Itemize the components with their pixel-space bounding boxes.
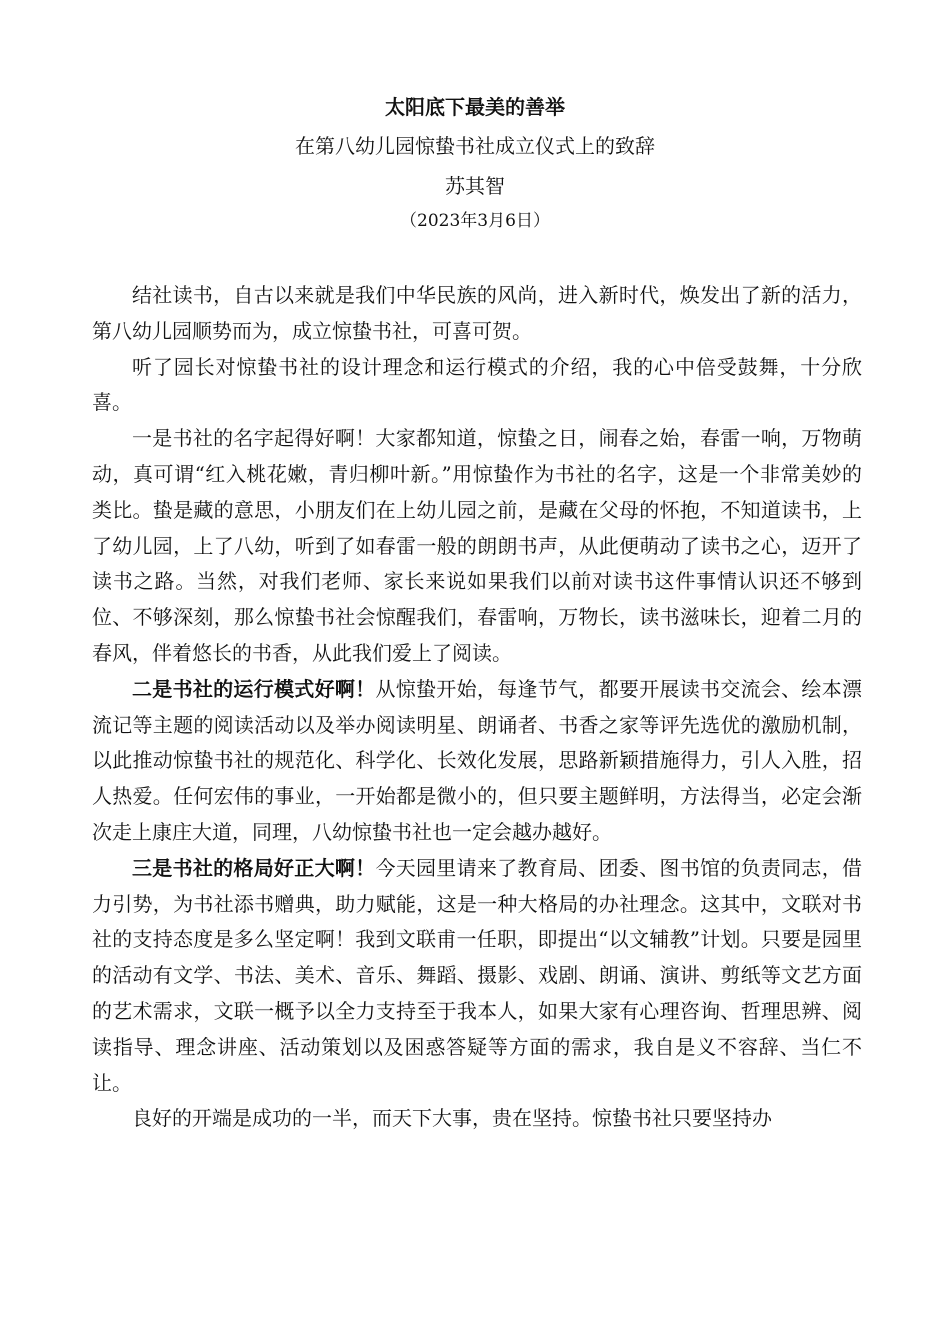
paragraph-text: 结社读书，自古以来就是我们中华民族的风尚，进入新时代，焕发出了新的活力，第八幼儿园顺势而为，成立惊蛰书社，可喜可贺。 bbox=[92, 283, 862, 343]
paragraph-text: 从惊蛰开始，每逢节气，都要开展读书交流会、绘本漂流记等主题的阅读活动以及举办阅读明星、朗诵者、书香之家等评先选优的激励机制，以此推动惊蛰书社的规范化、科学化、长效化发展，思路新颖措施得力，引人入胜，招人热爱。任何宏伟的事业，一开始都是微小的，但只要主题鲜明，方法得当，必定会渐次走上康庄大道，同理，八幼惊蛰书社也一定会越办越好。 bbox=[92, 676, 863, 844]
document-subtitle: 在第八幼儿园惊蛰书社成立仪式上的致辞 bbox=[295, 134, 655, 158]
paragraph bbox=[92, 672, 862, 851]
paragraph bbox=[92, 421, 862, 672]
paragraph-lead: 三是书社的格局好正大啊！ bbox=[132, 855, 376, 880]
speech-date: （2023年3月6日） bbox=[400, 211, 550, 231]
paragraph-text: 听了园长对惊蛰书社的设计理念和运行模式的介绍，我的心中倍受鼓舞，十分欣喜。 bbox=[92, 354, 862, 415]
paragraph bbox=[92, 1101, 862, 1137]
paragraph-text: 一是书社的名字起得好啊！大家都知道，惊蛰之日，闹春之始，春雷一响，万物萌动，真可谓“红入桃花嫩，青归柳叶新。”用惊蛰作为书社的名字，这是一个非常美妙的类比。蛰是藏的意思，小朋友们在上幼儿园之前，是藏在父母的怀抱，不知道读书，上了幼儿园，上了八幼，听到了如春雷一般的朗朗书声，从此便萌动了读书之心，迈开了读书之路。当然，对我们老师、家长来说如果我们以前对读书这件事情认识还不够到位、不够深刻，那么惊蛰书社会惊醒我们，春雷响，万物长，读书滋味长，迎着二月的春风，伴着悠长的书香，从此我们爱上了阅读。 bbox=[92, 426, 862, 665]
paragraph-lead: 二是书社的运行模式好啊！ bbox=[132, 676, 376, 701]
paragraph bbox=[92, 350, 862, 422]
author-name: 苏其智 bbox=[445, 174, 505, 198]
document-body bbox=[92, 278, 862, 1137]
paragraph bbox=[92, 278, 862, 350]
document-title: 太阳底下最美的善举 bbox=[385, 95, 565, 119]
paragraph-text: 良好的开端是成功的一半，而天下大事，贵在坚持。惊蛰书社只要坚持办 bbox=[132, 1106, 772, 1131]
paragraph-text: 今天园里请来了教育局、团委、图书馆的负责同志，借力引势，为书社添书赠典，助力赋能，这是一种大格局的办社理念。这其中，文联对书社的支持态度是多么坚定啊！我到文联甫一任职，即提出“以文辅教”计划。只要是园里的活动有文学、书法、美术、音乐、舞蹈、摄影、戏剧、朗诵、演讲、剪纸等文艺方面的艺术需求，文联一概予以全力支持至于我本人，如果大家有心理咨询、哲理思辨、阅读指导、理念讲座、活动策划以及困惑答疑等方面的需求，我自是义不容辞、当仁不让。 bbox=[92, 855, 863, 1095]
paragraph bbox=[92, 851, 862, 1102]
